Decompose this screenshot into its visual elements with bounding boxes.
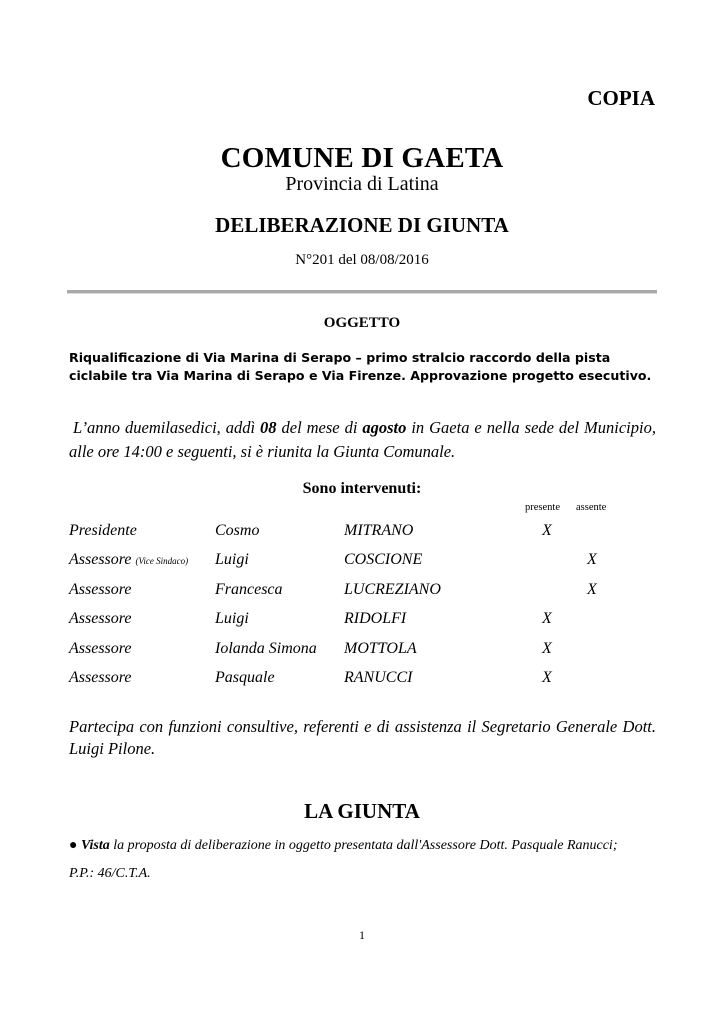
- member-role: [69, 581, 132, 599]
- secretary-paragraph: Partecipa con funzioni consultive, referenti e di assistenza il Segretario Generale Dott. Luigi Pilone.: [69, 717, 656, 758]
- table-row: [69, 577, 669, 606]
- meeting-text-3: in Gaeta e nella sede del Municipio, alle ore 14:00 e seguenti, si è riunita la Giunta Comunale.: [69, 418, 656, 461]
- present-column-header: presente: [525, 502, 560, 513]
- meeting-month: agosto: [362, 418, 407, 437]
- member-present-mark: X: [542, 639, 552, 657]
- member-role-label: Presidente: [69, 522, 137, 539]
- member-role: [69, 551, 188, 569]
- member-role-note: (Vice Sindaco): [135, 556, 189, 567]
- meeting-paragraph: [69, 416, 656, 464]
- council-heading: LA GIUNTA: [304, 799, 420, 823]
- subject-text: Riqualificazione di Via Marina di Serapo – primo stralcio raccordo della pista ciclabile tra Via Marina di Serapo e Via Firenze. Approvazione progetto esecutivo.: [69, 350, 652, 383]
- attendees-heading: Sono intervenuti:: [302, 480, 422, 497]
- province-subtitle: Provincia di Latina: [285, 173, 439, 195]
- member-role: [69, 669, 132, 687]
- horizontal-divider: [67, 290, 657, 294]
- member-first-name: Pasquale: [215, 668, 275, 686]
- member-last-name: RIDOLFI: [344, 610, 407, 628]
- member-first-name: Francesca: [215, 580, 283, 598]
- member-role-label: Assessore: [69, 639, 132, 657]
- member-absent-mark: X: [587, 551, 597, 569]
- bullet-icon: ●: [69, 838, 78, 853]
- table-row: [69, 636, 669, 665]
- member-first-name: Luigi: [215, 551, 249, 569]
- member-role-label: Assessore: [69, 668, 132, 686]
- table-row: [69, 665, 669, 694]
- protocol-reference: P.P.: 46/C.T.A.: [69, 866, 151, 881]
- member-present-mark: X: [542, 610, 552, 628]
- member-last-name: MITRANO: [344, 522, 414, 539]
- document-type-heading: DELIBERAZIONE DI GIUNTA: [215, 213, 509, 237]
- vista-text: la proposta di deliberazione in oggetto presentata dall'Assessore Dott. Pasquale Ranucci;: [109, 838, 618, 853]
- member-role-label: Assessore: [69, 551, 132, 569]
- member-role: [69, 522, 137, 540]
- meeting-text-1: L’anno duemilasedici, addì: [73, 418, 261, 437]
- deliberation-number: N°201 del 08/08/2016: [295, 252, 429, 268]
- vista-keyword: Vista: [80, 838, 110, 853]
- member-role: [69, 640, 132, 658]
- meeting-day: 08: [260, 418, 277, 437]
- member-last-name: RANUCCI: [344, 668, 413, 686]
- member-role-label: Assessore: [69, 580, 132, 598]
- member-role-label: Assessore: [69, 610, 132, 628]
- member-last-name: MOTTOLA: [344, 639, 417, 657]
- subject-label: OGGETTO: [323, 315, 401, 331]
- member-first-name: Luigi: [215, 610, 249, 628]
- member-last-name: COSCIONE: [344, 551, 423, 569]
- member-first-name: Cosmo: [215, 522, 260, 539]
- table-row: [69, 518, 669, 547]
- member-role: [69, 610, 132, 628]
- member-present-mark: X: [542, 668, 552, 686]
- member-last-name: LUCREZIANO: [344, 580, 441, 598]
- member-present-mark: X: [542, 522, 552, 539]
- table-row: [69, 547, 669, 576]
- attendees-table: [69, 518, 669, 694]
- member-absent-mark: X: [587, 580, 597, 598]
- table-row: [69, 606, 669, 635]
- vista-paragraph: [69, 838, 669, 854]
- absent-column-header: assente: [576, 502, 607, 513]
- meeting-text-2: del mese di: [276, 418, 363, 437]
- member-first-name: Iolanda Simona: [215, 639, 317, 657]
- copy-label: COPIA: [587, 86, 655, 110]
- municipality-title: COMUNE DI GAETA: [220, 142, 504, 174]
- page-number: 1: [359, 928, 365, 942]
